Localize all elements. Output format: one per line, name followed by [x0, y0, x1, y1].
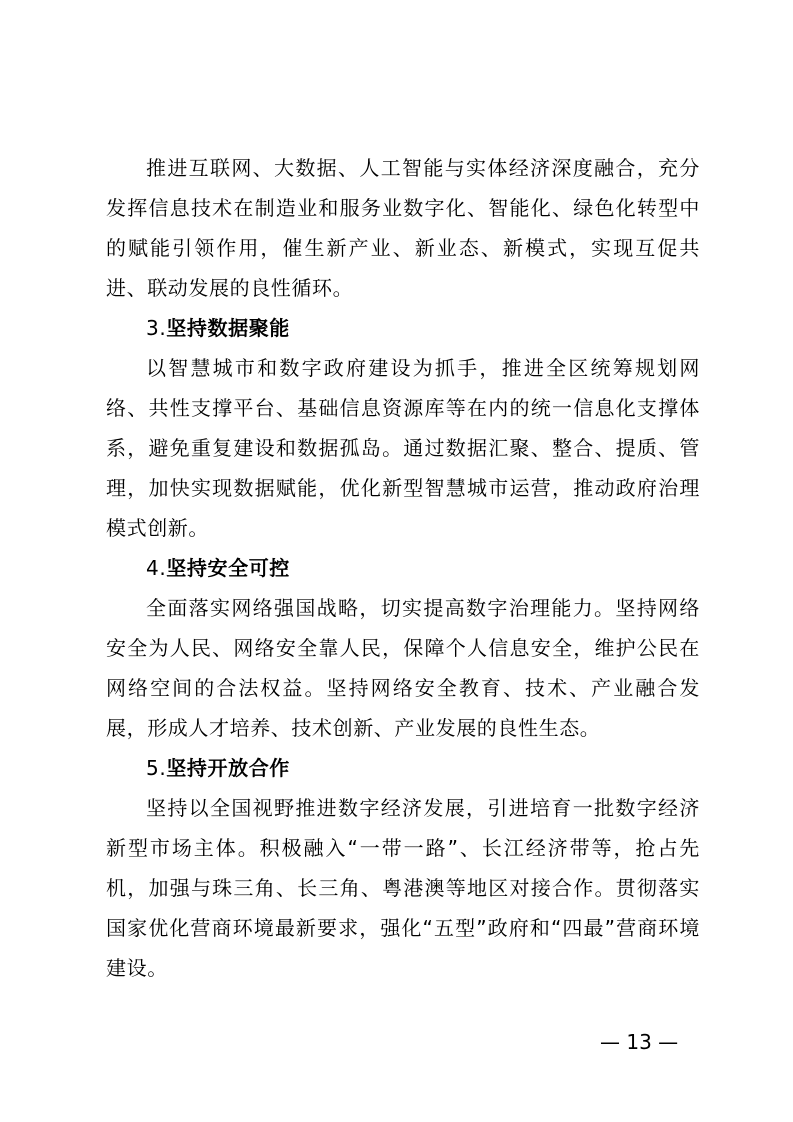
heading-title: 坚持数据聚能 [166, 316, 290, 340]
heading-number: 3. [146, 316, 167, 340]
paragraph-smart-city: 以智慧城市和数字政府建设为抓手，推进全区统筹规划网络、共性支撑平台、基础信息资源库等在内的统一信息化支撑体系，避免重复建设和数据孤岛。通过数据汇聚、整合、提质、管理，加快实现数据赋能，优化新型智慧城市运营，推动政府治理模式创新。 [106, 356, 700, 540]
heading-number: 4. [146, 556, 167, 580]
heading-title: 坚持开放合作 [166, 756, 290, 780]
paragraph-digital-real-economy: 推进互联网、大数据、人工智能与实体经济深度融合，充分发挥信息技术在制造业和服务业数字化、智能化、绿色化转型中的赋能引领作用，催生新产业、新业态、新模式，实现互促共进、联动发展的良性循环。 [106, 156, 700, 300]
document-body [106, 148, 700, 988]
heading-security-control [106, 548, 700, 588]
heading-title: 坚持安全可控 [166, 556, 290, 580]
paragraph-open-cooperation: 坚持以全国视野推进数字经济发展，引进培育一批数字经济新型市场主体。积极融入“一带一路”、长江经济带等，抢占先机，加强与珠三角、长三角、粤港澳等地区对接合作。贯彻落实国家优化营商环境最新要求，强化“五型”政府和“四最”营商环境建设。 [106, 796, 700, 980]
heading-open-cooperation [106, 748, 700, 788]
paragraph-network-security: 全面落实网络强国战略，切实提高数字治理能力。坚持网络安全为人民、网络安全靠人民，保障个人信息安全，维护公民在网络空间的合法权益。坚持网络安全教育、技术、产业融合发展，形成人才培养、技术创新、产业发展的良性生态。 [106, 596, 700, 740]
heading-number: 5. [146, 756, 167, 780]
heading-data-empowerment [106, 308, 700, 348]
page-number: — 13 — [600, 1030, 679, 1054]
